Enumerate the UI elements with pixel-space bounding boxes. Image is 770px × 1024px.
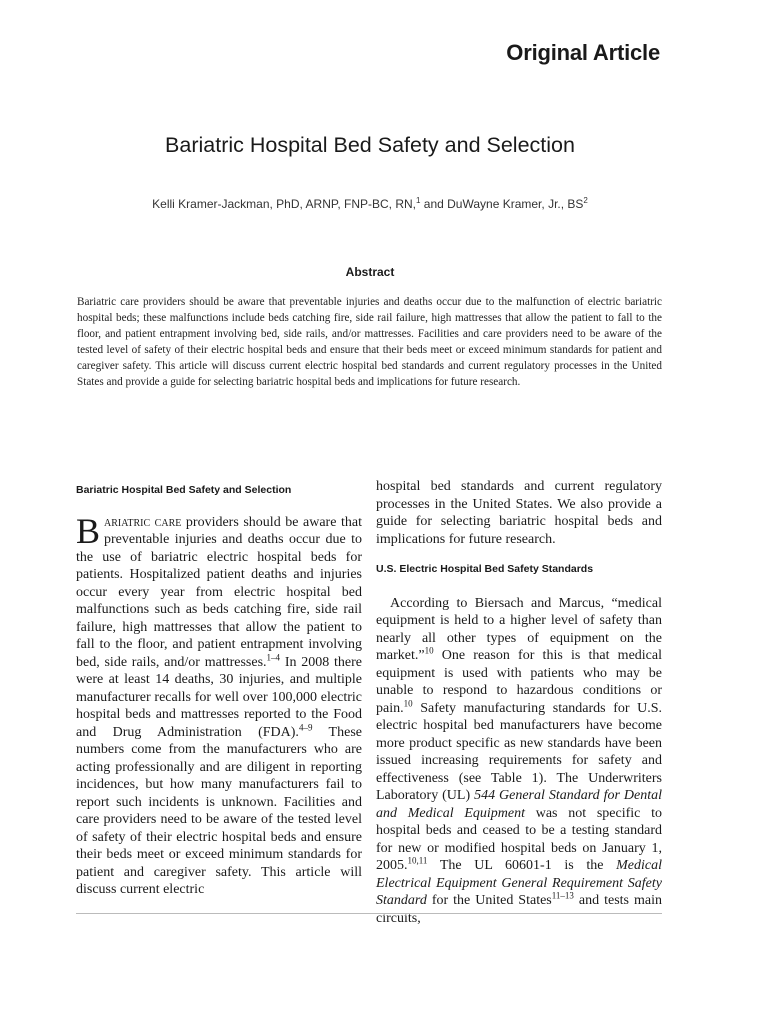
article-title: Bariatric Hospital Bed Safety and Selection (165, 133, 575, 157)
right-column-paragraph (376, 595, 662, 928)
text-run: for the United States (426, 893, 552, 908)
standard-title: Medical Electrical Equipment General Requirement Safety Standard (376, 858, 662, 908)
standard-title: 544 General Standard for Dental and Medical Equipment (376, 788, 662, 821)
right-column (376, 478, 662, 927)
author-2-name: DuWayne Kramer, Jr., BS (447, 197, 584, 211)
abstract-body: Bariatric care providers should be aware that preventable injuries and deaths occur due to the malfunction of electric bariatric hospital beds; these malfunctions include beds catching fire, side rail failure, high mattresses that allow the patient to fall to the floor, and patient entrapment involving bed, side rails, and/or mattresses. Facilities and care providers need to be aware of the tested level of safety of their electric hospital beds and ensure that their beds meet or exceed minimum standards for patient and caregiver safety. This article will discuss current electric hospital bed standards and current regulatory processes in the United States and provide a guide for selecting bariatric hospital beds and implications for future research. (77, 296, 662, 388)
author-separator: and (420, 197, 448, 211)
left-column-heading: Bariatric Hospital Bed Safety and Selection (76, 484, 292, 496)
right-column-heading: U.S. Electric Hospital Bed Safety Standards (376, 563, 594, 575)
author-1-affiliation: 1 (415, 196, 421, 205)
text-run: was not specific to hospital beds and ceased to be a testing standard for new or modified hospital beds on January 1, 2005. (376, 805, 662, 873)
reference-superscript: 10 (403, 697, 413, 708)
author-line (0, 197, 740, 211)
abstract-heading: Abstract (345, 265, 395, 279)
left-column (76, 478, 362, 899)
reference-superscript: 4–9 (298, 721, 313, 732)
text-run: One reason for this is that medical equipment is used with patients who may be unable to respond to hazardous conditions or pain. (376, 648, 662, 716)
right-column-continuation: hospital bed standards and current regulatory processes in the United States. We also provide a guide for selecting bariatric hospital beds and implications for future research. (376, 479, 662, 547)
author-2-affiliation: 2 (583, 196, 588, 205)
text-run: According to Biersach and Marcus, “medical equipment is held to a higher level of safety than nearly all other types of equipment on the market.” (376, 595, 662, 663)
reference-superscript: 11–13 (551, 890, 574, 901)
text-run: and tests main circuits, (376, 893, 662, 926)
section-label: Original Article (506, 40, 660, 65)
author-1-name: Kelli Kramer-Jackman, PhD, ARNP, FNP-BC, RN, (152, 197, 416, 211)
reference-superscript: 1–4 (266, 651, 281, 662)
text-run: In 2008 there were at least 14 deaths, 30 injuries, and multiple manufacturer recalls for well over 100,000 electric hospital beds and mattresses reported to the Food and Drug Administration (FDA). (76, 654, 362, 740)
left-column-paragraph (76, 510, 362, 899)
reference-superscript: 10,11 (407, 855, 428, 866)
lead-small-caps: ariatric care (104, 514, 182, 530)
text-run: The UL 60601-1 is the (427, 858, 617, 873)
footer-rule (76, 913, 662, 914)
reference-superscript: 10 (424, 645, 434, 656)
text-run: These numbers come from the manufacturers who are acting professionally and are diligent in reporting incidences, but how many manufacturers fail to report such incidents is unknown. Facilities and care providers need to be aware of the tested level of safety of their electric hospital beds and ensure their beds meet or exceed minimum standards for patient and caregiver safety. This article will discuss current electric (76, 724, 362, 897)
text-run: Safety manufacturing standards for U.S. electric hospital bed manufacturers have become more product specific as new standards have been issued increasing requirements for safety and effectiveness (see Table 1). The Underwriters Laboratory (UL) (376, 700, 662, 803)
text-run: providers should be aware that preventable injuries and deaths occur due to the use of bariatric electric hospital beds for patients. Hospitalized patient deaths and injuries occur every year from electric hospital bed malfunctions such as beds catching fire, side rail failure, high mattresses that allow the patient to fall to the floor, and patient entrapment involving bed, side rails, and/or mattresses. (76, 514, 362, 670)
drop-cap: B (76, 510, 101, 551)
